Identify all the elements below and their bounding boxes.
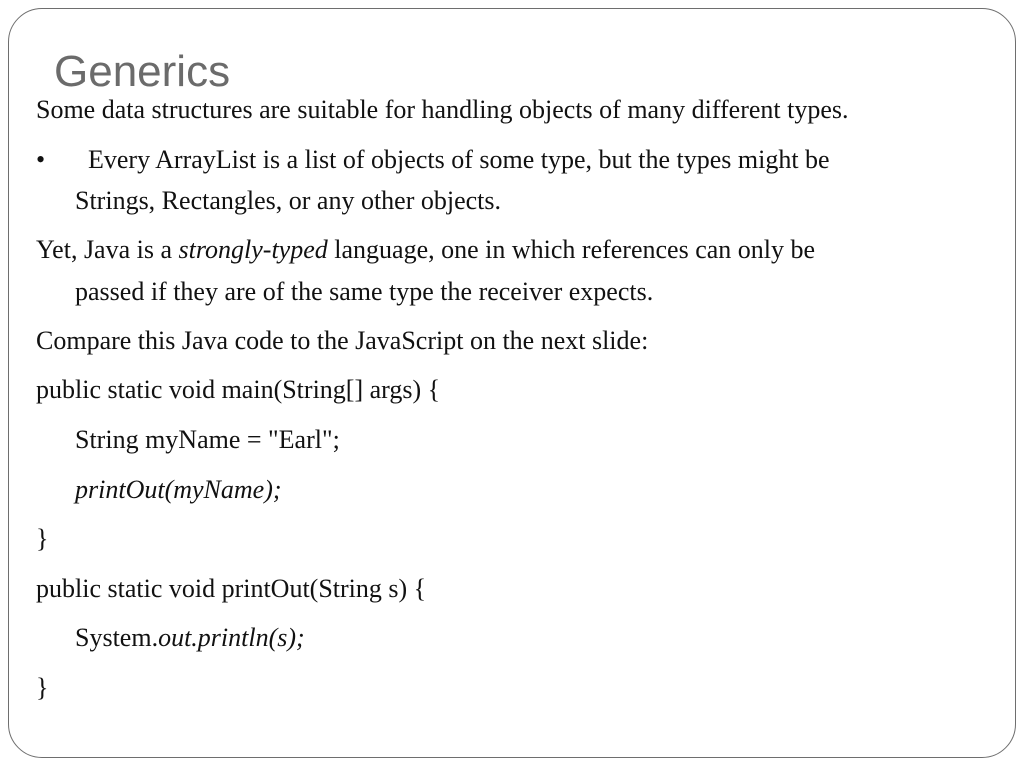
- code-printout-call-text: printOut(myName);: [75, 475, 282, 504]
- code-printout-call: [75, 470, 282, 510]
- slide-title: Generics: [54, 47, 231, 96]
- code-assign-myname: String myName = "Earl";: [75, 425, 340, 454]
- code-out-println: out.println(s);: [158, 623, 305, 652]
- strongly-typed-emphasis: strongly-typed: [178, 235, 328, 264]
- code-main-signature: public static void main(String[] args) {: [36, 375, 441, 404]
- paragraph-compare: Compare this Java code to the JavaScript on the next slide:: [36, 326, 649, 355]
- code-close-brace-main: }: [36, 524, 49, 553]
- paragraph-data-structures: Some data structures are suitable for handling objects of many different types.: [36, 95, 849, 124]
- bullet-line-2: Strings, Rectangles, or any other objects.: [75, 186, 502, 215]
- bullet-marker: •: [36, 145, 46, 174]
- code-close-brace-printout: }: [36, 673, 49, 702]
- code-printout-signature: public static void printOut(String s) {: [36, 574, 427, 603]
- code-system-out-println: [75, 618, 305, 658]
- code-system-prefix: System.: [75, 623, 159, 652]
- paragraph-strongly-typed-suffix: language, one in which references can only be: [327, 235, 816, 264]
- paragraph-strongly-typed: [36, 230, 815, 270]
- bullet-line-1: Every ArrayList is a list of objects of some type, but the types might be: [88, 145, 830, 174]
- paragraph-strongly-typed-line-2: passed if they are of the same type the receiver expects.: [75, 277, 654, 306]
- paragraph-strongly-typed-prefix: Yet, Java is a: [36, 235, 179, 264]
